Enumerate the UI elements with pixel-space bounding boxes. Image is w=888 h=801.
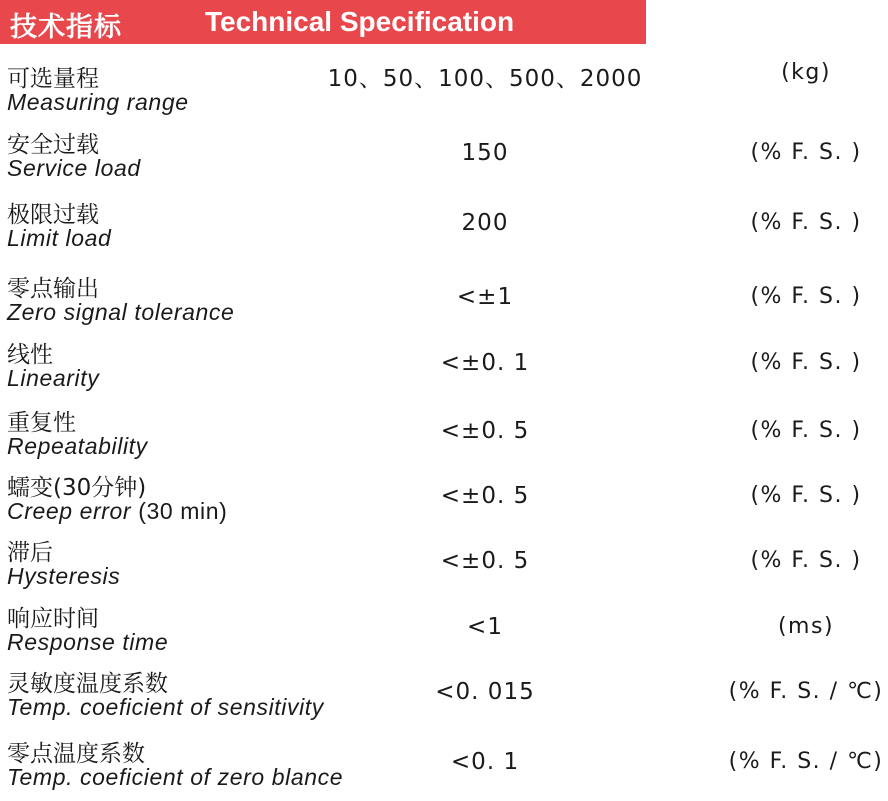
spec-label-en: Temp. coeficient of zero blance bbox=[7, 764, 344, 790]
spec-label-en-suffix: (30 min) bbox=[131, 498, 228, 524]
spec-row-response-time bbox=[0, 600, 888, 666]
spec-label-zh: 可选量程 bbox=[7, 66, 99, 92]
spec-label-en bbox=[7, 498, 227, 525]
spec-unit: (% F. S. / ℃) bbox=[728, 679, 884, 704]
header-title-zh: 技术指标 bbox=[10, 12, 122, 43]
spec-label-zh: 蠕变(30分钟) bbox=[7, 475, 147, 501]
spec-label-en: Linearity bbox=[7, 365, 100, 391]
spec-label-en: Service load bbox=[7, 155, 141, 181]
spec-label-zh: 零点温度系数 bbox=[7, 741, 145, 767]
header-title-en: Technical Specification bbox=[205, 6, 515, 37]
spec-label-en: Measuring range bbox=[7, 89, 189, 115]
spec-unit: (% F. S. ) bbox=[750, 210, 862, 235]
spec-unit: (ms) bbox=[777, 614, 835, 639]
spec-unit: (% F. S. / ℃) bbox=[728, 749, 884, 774]
spec-label-en: Temp. coeficient of sensitivity bbox=[7, 694, 324, 720]
spec-row-measuring-range bbox=[0, 60, 888, 126]
spec-unit: (% F. S. ) bbox=[750, 350, 862, 375]
spec-row-temp-sensitivity bbox=[0, 665, 888, 731]
spec-value: <±0. 5 bbox=[440, 548, 530, 574]
spec-label-en: Hysteresis bbox=[7, 563, 121, 589]
spec-label-en: Zero signal tolerance bbox=[7, 299, 235, 325]
spec-label-zh: 零点输出 bbox=[7, 276, 99, 302]
spec-unit: (% F. S. ) bbox=[750, 284, 862, 309]
spec-unit: (% F. S. ) bbox=[750, 418, 862, 443]
spec-label-zh: 响应时间 bbox=[7, 606, 99, 632]
spec-unit: (% F. S. ) bbox=[750, 548, 862, 573]
spec-value: 10、50、100、500、2000 bbox=[327, 66, 643, 92]
spec-value: 150 bbox=[461, 140, 509, 166]
spec-row-temp-zero bbox=[0, 735, 888, 801]
spec-value: <1 bbox=[467, 614, 503, 640]
spec-value: <0. 1 bbox=[450, 749, 520, 775]
spec-row-creep-error bbox=[0, 469, 888, 535]
spec-label-zh: 线性 bbox=[7, 342, 53, 368]
spec-label-zh: 灵敏度温度系数 bbox=[7, 671, 168, 697]
spec-label-en: Repeatability bbox=[7, 433, 148, 459]
spec-value: <±1 bbox=[456, 284, 514, 310]
spec-label-zh: 安全过载 bbox=[7, 132, 99, 158]
spec-unit: (% F. S. ) bbox=[750, 483, 862, 508]
spec-label-zh: 滞后 bbox=[7, 540, 53, 566]
spec-value: <±0. 1 bbox=[440, 350, 530, 376]
spec-row-hysteresis bbox=[0, 534, 888, 600]
spec-label-en: Limit load bbox=[7, 225, 112, 251]
spec-row-repeatability bbox=[0, 404, 888, 470]
spec-row-zero-signal bbox=[0, 270, 888, 336]
spec-value: <0. 015 bbox=[435, 679, 535, 705]
spec-unit: (kg) bbox=[781, 60, 831, 85]
spec-unit: (% F. S. ) bbox=[750, 140, 862, 165]
spec-label-zh: 重复性 bbox=[7, 410, 76, 436]
spec-value: <±0. 5 bbox=[440, 418, 530, 444]
spec-value: 200 bbox=[461, 210, 509, 236]
spec-value: <±0. 5 bbox=[440, 483, 530, 509]
spec-row-limit-load bbox=[0, 196, 888, 262]
spec-row-service-load bbox=[0, 126, 888, 192]
spec-label-zh: 极限过载 bbox=[7, 202, 99, 228]
spec-label-en: Response time bbox=[7, 629, 169, 655]
spec-label-en-main: Creep error bbox=[7, 498, 132, 524]
spec-header-bar bbox=[0, 0, 646, 44]
spec-row-linearity bbox=[0, 336, 888, 402]
